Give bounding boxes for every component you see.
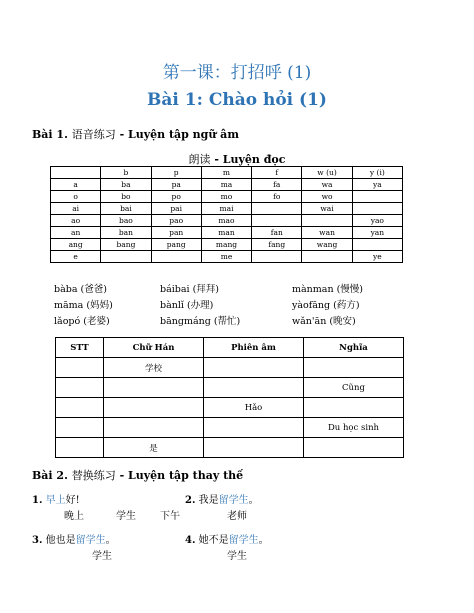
- subheading-chinese: 朗读: [188, 153, 211, 166]
- pinyin-cell: pai: [151, 203, 201, 215]
- pinyin-cell: m: [201, 167, 251, 179]
- subheading-text: - Luyện đọc: [210, 153, 286, 166]
- pinyin-row: [51, 191, 403, 203]
- title-vietnamese: Bài 1: Chào hỏi (1): [147, 90, 327, 110]
- section-1-heading: [32, 126, 239, 142]
- vocab-header-pinyin: Phiên âm: [204, 338, 304, 358]
- pinyin-cell: pang: [151, 239, 201, 251]
- exercise-number: 4.: [185, 535, 196, 546]
- pinyin-row: [51, 179, 403, 191]
- vocab-row: [56, 378, 404, 398]
- pinyin-cell: [252, 251, 302, 263]
- pinyin-cell: fang: [252, 239, 302, 251]
- pinyin-cell: yao: [352, 215, 402, 227]
- pinyin-cell: wo: [302, 191, 352, 203]
- pinyin-row: [51, 239, 403, 251]
- exercise-text: 。: [248, 495, 259, 506]
- pinyin-cell: me: [201, 251, 251, 263]
- word-item: mànman (慢慢): [292, 284, 364, 295]
- pinyin-cell: wai: [302, 203, 352, 215]
- word-item: bāngmáng (帮忙): [160, 316, 241, 327]
- substitution-word: 老师: [227, 511, 247, 522]
- pinyin-cell: [352, 239, 402, 251]
- vocab-cell: [304, 398, 404, 418]
- vocab-cell: Hǎo: [204, 398, 304, 418]
- word-item: wǎn'ān (晚安): [292, 316, 356, 327]
- pinyin-cell: ang: [51, 239, 101, 251]
- word-item: lǎopó (老婆): [54, 316, 110, 327]
- exercise-highlight: 留学生: [218, 495, 249, 506]
- exercise-text: 他也是: [45, 535, 76, 546]
- exercise-text: 我是: [198, 495, 219, 506]
- exercise-text: 。: [105, 535, 116, 546]
- pinyin-cell: fa: [252, 179, 302, 191]
- pinyin-cell: [101, 251, 151, 263]
- exercise-3: [32, 531, 116, 546]
- exercise-2: [185, 491, 259, 506]
- exercise-number: 3.: [32, 535, 43, 546]
- section-1-prefix: Bài 1.: [32, 128, 68, 141]
- substitution-word: 学生: [116, 511, 136, 522]
- pinyin-cell: p: [151, 167, 201, 179]
- exercise-text: 她不是: [198, 535, 229, 546]
- vocab-cell: [104, 398, 204, 418]
- pinyin-cell: [151, 251, 201, 263]
- pinyin-row: [51, 203, 403, 215]
- vocab-cell: [304, 358, 404, 378]
- vocab-cell: Du học sinh: [304, 418, 404, 438]
- vocab-header-stt: STT: [56, 338, 104, 358]
- vocab-cell: 学校: [104, 358, 204, 378]
- exercise-number: 1.: [32, 495, 43, 506]
- pinyin-cell: po: [151, 191, 201, 203]
- pinyin-cell: man: [201, 227, 251, 239]
- pinyin-cell: wan: [302, 227, 352, 239]
- pinyin-cell: yan: [352, 227, 402, 239]
- vocab-cell: [204, 378, 304, 398]
- exercise-highlight: 早上: [45, 495, 66, 506]
- pinyin-cell: w (u): [302, 167, 352, 179]
- pinyin-table: [50, 166, 403, 263]
- pinyin-cell: wa: [302, 179, 352, 191]
- pinyin-cell: mao: [201, 215, 251, 227]
- word-item: māma (妈妈): [54, 300, 113, 311]
- pinyin-cell: [302, 251, 352, 263]
- pinyin-cell: f: [252, 167, 302, 179]
- vocab-cell: [56, 378, 104, 398]
- pinyin-cell: ye: [352, 251, 402, 263]
- vocab-header-meaning: Nghĩa: [304, 338, 404, 358]
- pinyin-cell: y (i): [352, 167, 402, 179]
- pinyin-cell: fan: [252, 227, 302, 239]
- word-item: báibai (拜拜): [160, 284, 219, 295]
- pinyin-cell: bang: [101, 239, 151, 251]
- pinyin-cell: ma: [201, 179, 251, 191]
- pinyin-row: [51, 251, 403, 263]
- title-chinese: 第一课：打招呼 (1): [162, 63, 312, 83]
- vocab-cell: [204, 358, 304, 378]
- vocab-header-han: Chữ Hán: [104, 338, 204, 358]
- vocab-cell: [204, 438, 304, 458]
- pinyin-cell: wang: [302, 239, 352, 251]
- substitution-word: 晚上: [64, 511, 84, 522]
- word-item: yàofāng (药方): [292, 300, 360, 311]
- substitution-word: 学生: [227, 551, 247, 562]
- pinyin-cell: [352, 191, 402, 203]
- vocab-cell: [56, 438, 104, 458]
- pinyin-cell: pa: [151, 179, 201, 191]
- exercise-text: 。: [258, 535, 269, 546]
- vocab-table: [55, 337, 404, 458]
- pinyin-cell: [252, 215, 302, 227]
- pinyin-cell: o: [51, 191, 101, 203]
- section-2-title: - Luyện tập thay thế: [115, 469, 244, 482]
- vocab-cell: [104, 378, 204, 398]
- vocab-cell: [56, 398, 104, 418]
- pinyin-cell: e: [51, 251, 101, 263]
- vocab-row: [56, 398, 404, 418]
- pinyin-cell: ai: [51, 203, 101, 215]
- pinyin-row: [51, 227, 403, 239]
- exercise-number: 2.: [185, 495, 196, 506]
- pinyin-cell: mai: [201, 203, 251, 215]
- vocab-row: [56, 418, 404, 438]
- pinyin-cell: [302, 215, 352, 227]
- vocab-cell: [104, 418, 204, 438]
- pinyin-cell: bao: [101, 215, 151, 227]
- pinyin-cell: [352, 203, 402, 215]
- pinyin-cell: fo: [252, 191, 302, 203]
- pinyin-cell: mo: [201, 191, 251, 203]
- vocab-row: [56, 438, 404, 458]
- word-item: bàba (爸爸): [54, 284, 107, 295]
- vocab-cell: 是: [104, 438, 204, 458]
- pinyin-row: [51, 215, 403, 227]
- pinyin-cell: bai: [101, 203, 151, 215]
- pinyin-cell: ban: [101, 227, 151, 239]
- pinyin-cell: ao: [51, 215, 101, 227]
- vocab-cell: [56, 418, 104, 438]
- pinyin-cell: ya: [352, 179, 402, 191]
- word-item: bànlǐ (办理): [160, 300, 214, 311]
- pinyin-cell: ba: [101, 179, 151, 191]
- substitution-word: 学生: [92, 551, 112, 562]
- pinyin-row: [51, 167, 403, 179]
- section-1-title: - Luyện tập ngữ âm: [115, 128, 239, 141]
- exercise-highlight: 留学生: [75, 535, 106, 546]
- pinyin-cell: pao: [151, 215, 201, 227]
- pinyin-cell: an: [51, 227, 101, 239]
- pinyin-cell: a: [51, 179, 101, 191]
- pinyin-cell: [252, 203, 302, 215]
- pinyin-cell: mang: [201, 239, 251, 251]
- exercise-1: [32, 491, 80, 506]
- vocab-cell: [204, 418, 304, 438]
- vocab-cell: Cũng: [304, 378, 404, 398]
- vocab-cell: [56, 358, 104, 378]
- pinyin-cell: bo: [101, 191, 151, 203]
- vocab-row: [56, 358, 404, 378]
- vocab-cell: [304, 438, 404, 458]
- exercise-highlight: 留学生: [228, 535, 259, 546]
- pinyin-cell: pan: [151, 227, 201, 239]
- exercise-4: [185, 531, 269, 546]
- reading-subheading: [0, 151, 474, 167]
- exercise-text: 好!: [65, 495, 80, 506]
- pinyin-cell: b: [101, 167, 151, 179]
- section-2-prefix: Bài 2.: [32, 469, 68, 482]
- section-2-chinese: 替换练习: [71, 469, 116, 482]
- pinyin-cell: [51, 167, 101, 179]
- section-1-chinese: 语音练习: [71, 128, 116, 141]
- substitution-word: 下午: [160, 511, 180, 522]
- section-2-heading: [32, 467, 243, 483]
